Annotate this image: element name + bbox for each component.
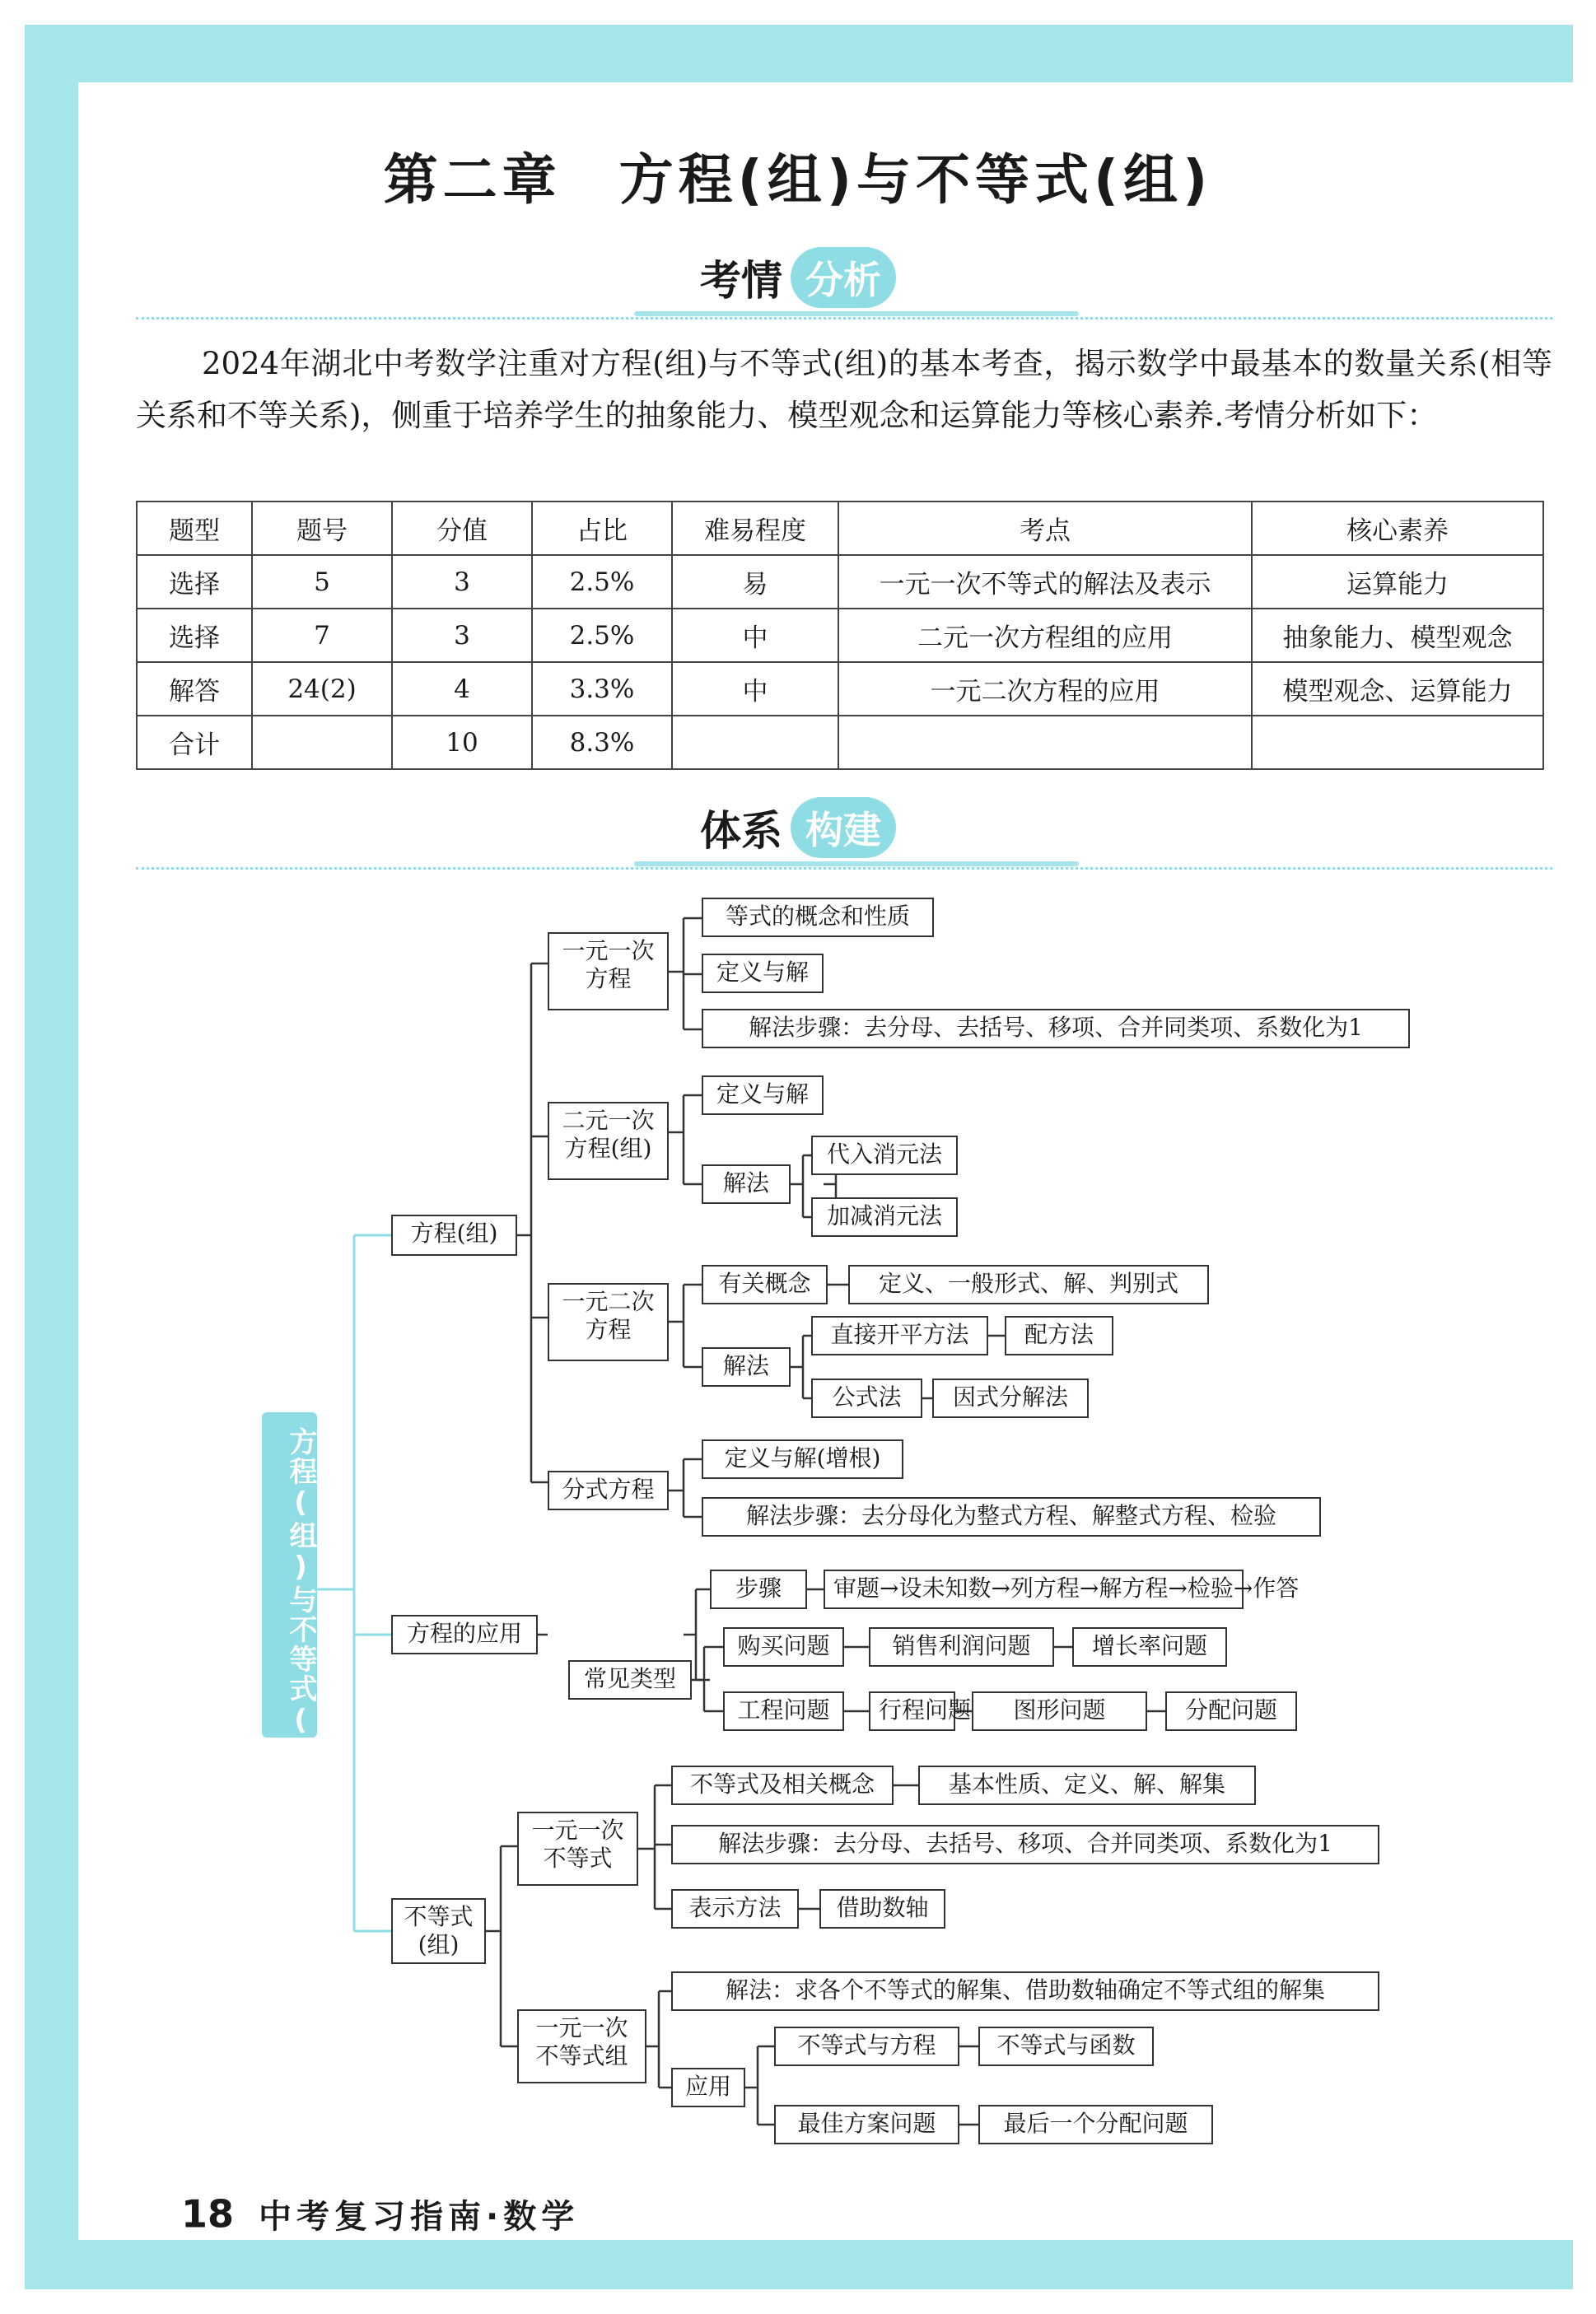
node-definition: 定义与解 <box>702 954 824 993</box>
table-row: 解答 24(2) 4 3.3% 中 一元二次方程的应用 模型观念、运算能力 <box>137 662 1543 716</box>
node-system-linear: 二元一次方程(组) <box>548 1102 669 1180</box>
node-elimination: 加减消元法 <box>811 1197 958 1237</box>
intro-paragraph: 2024年湖北中考数学注重对方程(组)与不等式(组)的基本考查，揭示数学中最基本的数量关系(相等关系和不等关系)，侧重于培养学生的抽象能力、模型观念和运算能力等核心素养.考情分析如下： <box>136 346 1552 433</box>
node-method: 解法 <box>702 1164 791 1204</box>
node-travel-problem: 行程问题 <box>869 1691 955 1731</box>
node-method: 解法 <box>702 1347 791 1387</box>
node-steps: 步骤 <box>710 1570 807 1609</box>
node-inequality-properties: 基本性质、定义、解、解集 <box>918 1766 1256 1805</box>
node-system-method: 解法：求各个不等式的解集、借助数轴确定不等式组的解集 <box>671 1971 1379 2011</box>
node-sales-profit-problem: 销售利润问题 <box>869 1627 1054 1667</box>
node-factoring: 因式分解法 <box>932 1379 1089 1418</box>
node-common-types: 常见类型 <box>568 1660 692 1700</box>
mindmap-root: 方程(组)与不等式(组) <box>262 1412 317 1738</box>
table-row: 选择 5 3 2.5% 易 一元一次不等式的解法及表示 运算能力 <box>137 555 1543 609</box>
node-inequality-steps: 解法步骤：去分母、去括号、移项、合并同类项、系数化为1 <box>671 1825 1379 1864</box>
node-allocation-problem: 分配问题 <box>1165 1691 1297 1731</box>
node-number-line: 借助数轴 <box>819 1889 945 1929</box>
node-concept-detail: 定义、一般形式、解、判别式 <box>848 1265 1209 1304</box>
node-solving-steps: 解法步骤：去分母、去括号、移项、合并同类项、系数化为1 <box>702 1009 1410 1048</box>
node-inequality-concepts: 不等式及相关概念 <box>671 1766 894 1805</box>
node-growth-rate-problem: 增长率问题 <box>1072 1627 1227 1667</box>
node-geometry-problem: 图形问题 <box>972 1691 1147 1731</box>
node-square-root-method: 直接开平方法 <box>811 1316 988 1355</box>
node-quadratic: 一元二次方程 <box>548 1283 669 1361</box>
node-inequality-and-equation: 不等式与方程 <box>774 2027 959 2066</box>
book-title: 中考复习指南·数学 <box>259 2198 580 2236</box>
node-inequality: 不等式(组) <box>391 1898 486 1964</box>
table-header-row: 题型 题号 分值 占比 难易程度 考点 核心素养 <box>137 502 1543 555</box>
node-formula-method: 公式法 <box>811 1379 922 1418</box>
root-connector <box>317 1235 391 1931</box>
node-equation-application: 方程的应用 <box>391 1615 538 1654</box>
node-best-plan-problem: 最佳方案问题 <box>774 2105 959 2144</box>
section-heading-structure: 体系 构建 <box>0 797 1596 863</box>
node-concepts: 有关概念 <box>702 1265 828 1304</box>
node-fraction-steps: 解法步骤：去分母化为整式方程、解整式方程、检验 <box>702 1497 1321 1537</box>
page-footer <box>181 2190 579 2237</box>
node-definition: 定义与解 <box>702 1075 824 1115</box>
table-row: 合计 10 8.3% <box>137 716 1543 769</box>
node-application: 应用 <box>671 2068 745 2107</box>
chapter-number: 第二章 <box>383 148 562 212</box>
node-steps-detail: 审题→设未知数→列方程→解方程→检验→作答 <box>824 1570 1244 1609</box>
section-heading-analysis: 考情 分析 <box>0 247 1596 313</box>
node-equality-concept: 等式的概念和性质 <box>702 898 934 937</box>
node-purchase-problem: 购买问题 <box>723 1627 844 1667</box>
node-completing-square: 配方法 <box>1005 1316 1113 1355</box>
node-work-problem: 工程问题 <box>723 1691 844 1731</box>
node-linear-inequality: 一元一次不等式 <box>517 1812 638 1886</box>
node-last-allocation-problem: 最后一个分配问题 <box>978 2105 1213 2144</box>
node-linear-equation: 一元一次方程 <box>548 932 669 1010</box>
chapter-name: 方程(组)与不等式(组) <box>618 148 1213 212</box>
page-number: 18 <box>181 2191 235 2237</box>
node-equation: 方程(组) <box>391 1215 517 1256</box>
table-row: 选择 7 3 2.5% 中 二元一次方程组的应用 抽象能力、模型观念 <box>137 609 1543 662</box>
node-inequality-system: 一元一次不等式组 <box>517 2009 646 2083</box>
node-representation: 表示方法 <box>671 1889 799 1929</box>
node-fractional-equation: 分式方程 <box>548 1471 669 1510</box>
node-definition-extraneous: 定义与解(增根) <box>702 1439 903 1479</box>
node-substitution: 代入消元法 <box>811 1136 958 1175</box>
node-inequality-and-function: 不等式与函数 <box>978 2027 1154 2066</box>
